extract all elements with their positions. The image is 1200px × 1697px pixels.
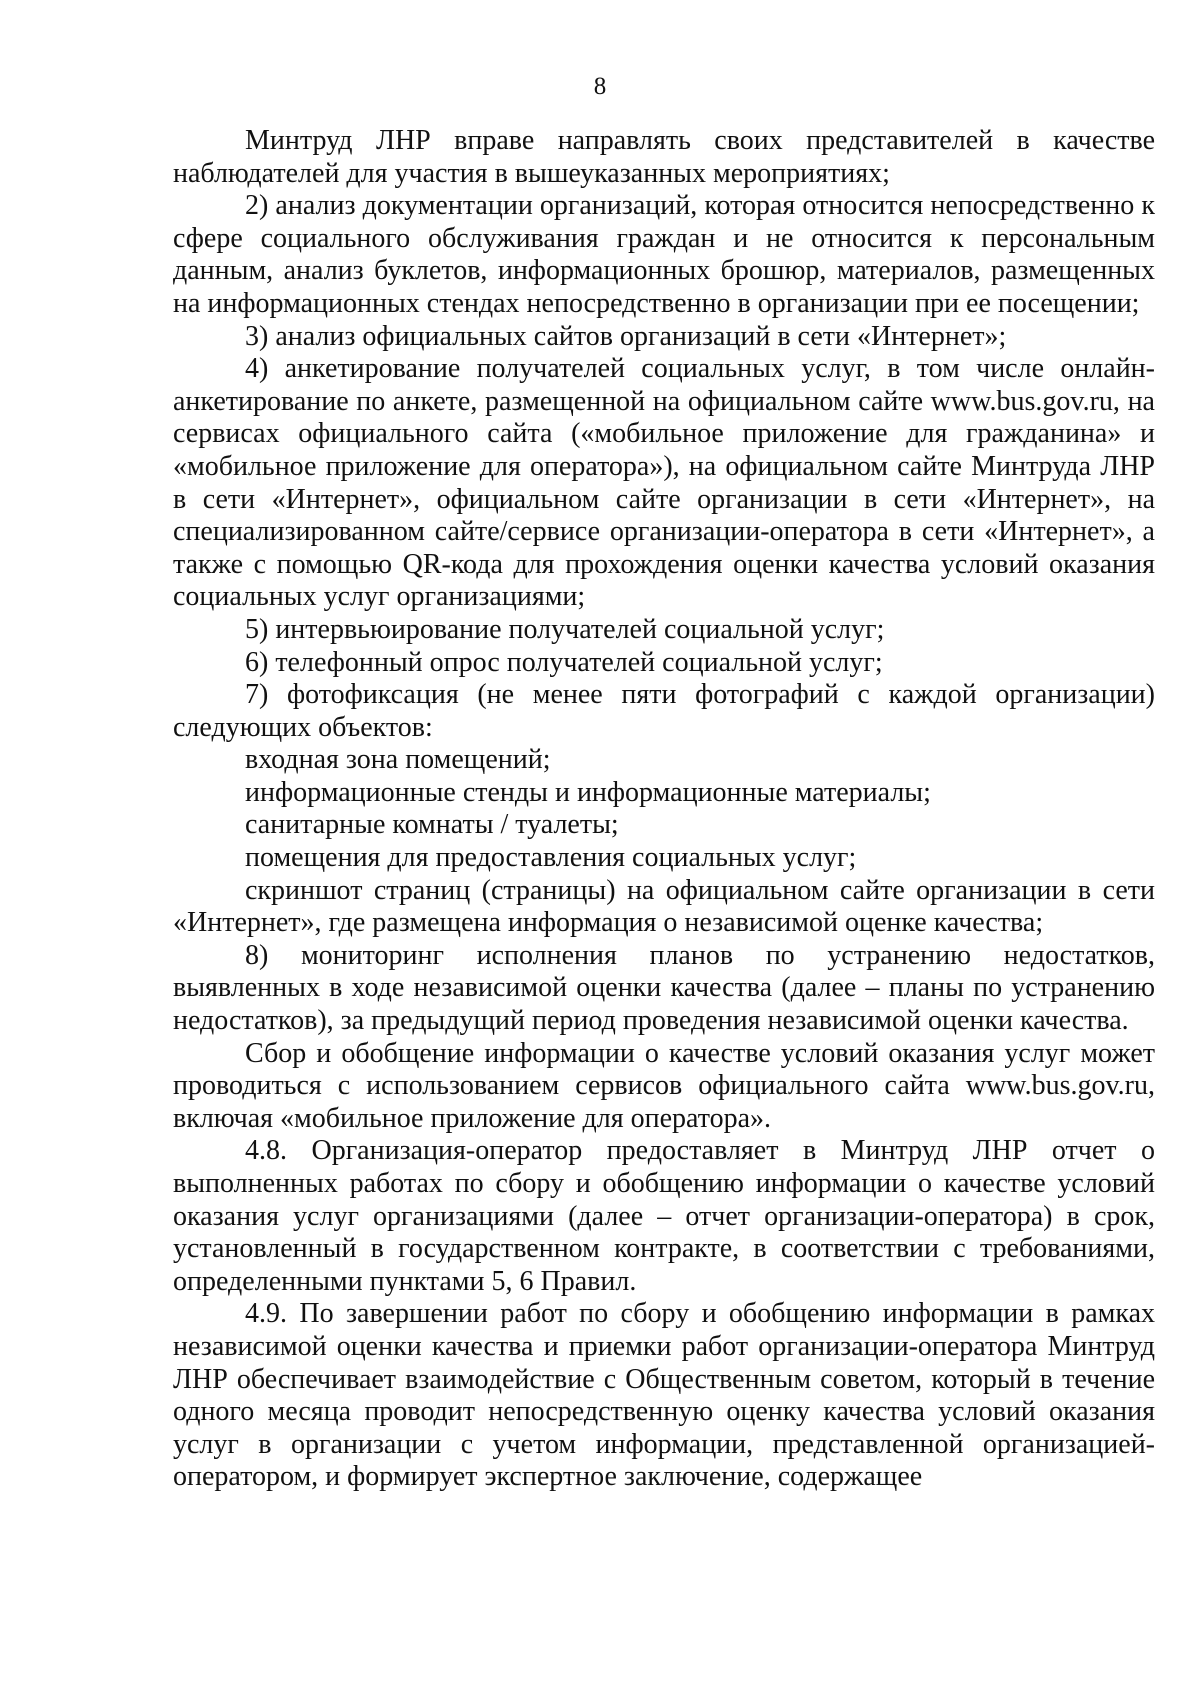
paragraph-section-4-8: 4.8. Организация-оператор предоставляет в Минтруд ЛНР отчет о выполненных работах по сбору и обобщению информации о качестве условий оказания услуг организациями (далее – отчет организации-оператора) в срок, установленный в государственном контракте, в соответствии с требованиями, определенными пунктами 5, 6 Правил. [173, 1135, 1155, 1297]
paragraph-item-6: 6) телефонный опрос получателей социальной услуг; [245, 646, 883, 678]
paragraph-observers: Минтруд ЛНР вправе направлять своих представителей в качестве наблюдателей для участия в вышеуказанных мероприятиях; [173, 125, 1155, 189]
paragraph-object-rooms: помещения для предоставления социальных услуг; [245, 842, 857, 874]
paragraph-object-sanitary: санитарные комнаты / туалеты; [245, 809, 619, 841]
paragraph-collection: Сбор и обобщение информации о качестве условий оказания услуг может проводиться с использованием сервисов официального сайта www.bus.gov.ru, включая «мобильное приложение для оператора». [173, 1037, 1155, 1134]
document-body [173, 125, 1155, 1494]
page-number: 8 [593, 73, 607, 100]
paragraph-item-5: 5) интервьюирование получателей социальной услуг; [245, 613, 885, 645]
paragraph-item-7: 7) фотофиксация (не менее пяти фотографий с каждой организации) следующих объектов: [173, 679, 1155, 743]
paragraph-item-8: 8) мониторинг исполнения планов по устранению недостатков, выявленных в ходе независимой оценки качества (далее – планы по устранению недостатков), за предыдущий период проведения независимой оценки качества. [173, 939, 1155, 1037]
paragraph-section-4-9: 4.9. По завершении работ по сбору и обобщению информации в рамках независимой оценки качества и приемки работ организации-оператора Минтруд ЛНР обеспечивает взаимодействие с Общественным советом, который в течение одного месяца проводит непосредственную оценку качества условий оказания услуг в организации с учетом информации, представленной организацией-оператором, и формирует экспертное заключение, содержащее [173, 1298, 1155, 1493]
paragraph-object-screenshot: скриншот страниц (страницы) на официальном сайте организации в сети «Интернет», где размещена информация о независимой оценке качества; [173, 874, 1155, 939]
paragraph-item-2: 2) анализ документации организаций, которая относится непосредственно к сфере социального обслуживания граждан и не относится к персональным данным, анализ буклетов, информационных брошюр, материалов, размещенных на информационных стендах непосредственно в организации при ее посещении; [173, 190, 1155, 319]
paragraph-object-entrance: входная зона помещений; [245, 744, 551, 776]
paragraph-object-stands: информационные стенды и информационные материалы; [245, 776, 931, 808]
paragraph-item-3: 3) анализ официальных сайтов организаций в сети «Интернет»; [245, 320, 1007, 352]
paragraph-item-4: 4) анкетирование получателей социальных услуг, в том числе онлайн-анкетирование по анкете, размещенной на официальном сайте www.bus.gov.ru, на сервисах официального сайта («мобильное приложение для гражданина» и «мобильное приложение для оператора»), на официальном сайте Минтруда ЛНР в сети «Интернет», официальном сайте организации в сети «Интернет», на специализированном сайте/сервисе организации-оператора в сети «Интернет», а также с помощью QR-кода для прохождения оценки качества условий оказания социальных услуг организациями; [173, 353, 1155, 613]
